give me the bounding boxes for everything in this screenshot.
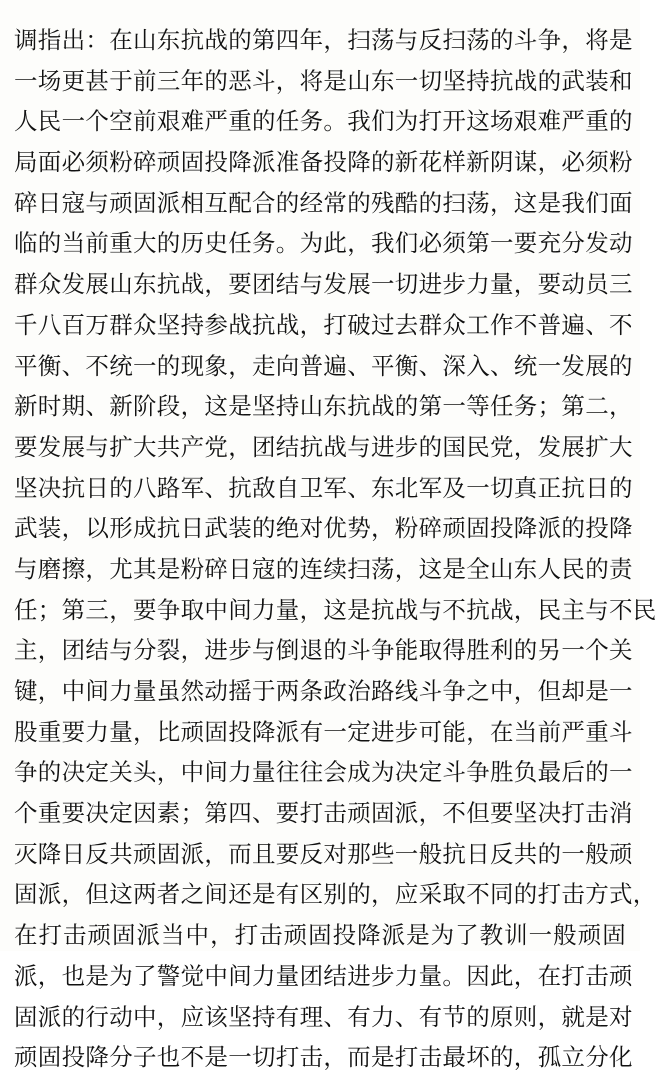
text-line: 要发展与扩大共产党，团结抗战与进步的国民党，发展扩大 xyxy=(14,432,633,461)
text-line: 千八百万群众坚持参战抗战，打破过去群众工作不普遍、不 xyxy=(14,310,633,339)
text-line: 碎日寇与顽固派相互配合的经常的残酷的扫荡，这是我们面 xyxy=(14,188,633,217)
text-line: 派，也是为了警觉中间力量团结进步力量。因此，在打击顽 xyxy=(14,961,633,990)
text-line: 与磨擦，尤其是粉碎日寇的连续扫荡，这是全山东人民的责 xyxy=(14,554,633,583)
text-line: 群众发展山东抗战，要团结与发展一切进步力量，要动员三 xyxy=(14,270,633,299)
text-line: 顽固投降分子也不是一切打击，而是打击最坏的，孤立分化 xyxy=(14,1043,633,1072)
text-line: 平衡、不统一的现象，走向普遍、平衡、深入、统一发展的 xyxy=(14,351,633,380)
text-line: 一场更甚于前三年的恶斗，将是山东一切坚持抗战的武装和 xyxy=(14,66,633,95)
text-line: 主，团结与分裂，进步与倒退的斗争能取得胜利的另一个关 xyxy=(14,636,633,665)
body-text xyxy=(14,20,657,1078)
text-line: 局面必须粉碎顽固投降派准备投降的新花样新阴谋，必须粉 xyxy=(14,148,633,177)
text-line: 股重要力量，比顽固投降派有一定进步可能，在当前严重斗 xyxy=(14,717,633,746)
text-line: 临的当前重大的历史任务。为此，我们必须第一要充分发动 xyxy=(14,229,633,258)
text-line: 新时期、新阶段，这是坚持山东抗战的第一等任务；第二， xyxy=(14,392,633,421)
text-line: 武装，以形成抗日武装的绝对优势，粉碎顽固投降派的投降 xyxy=(14,514,633,543)
text-line: 灭降日反共顽固派，而且要反对那些一般抗日反共的一般顽 xyxy=(14,839,633,868)
text-line: 人民一个空前艰难严重的任务。我们为打开这场艰难严重的 xyxy=(14,107,633,136)
text-line: 调指出：在山东抗战的第四年，扫荡与反扫荡的斗争，将是 xyxy=(14,26,633,54)
text-line: 固派的行动中，应该坚持有理、有力、有节的原则，就是对 xyxy=(14,1002,633,1031)
text-line: 坚决抗日的八路军、抗敌自卫军、东北军及一切真正抗日的 xyxy=(14,473,633,502)
text-line: 在打击顽固派当中，打击顽固投降派是为了教训一般顽固 xyxy=(14,921,626,950)
text-line: 争的决定关头，中间力量往往会成为决定斗争胜负最后的一 xyxy=(14,758,633,787)
text-line: 个重要决定因素；第四、要打击顽固派，不但要坚决打击消 xyxy=(14,799,633,828)
text-line: 任；第三，要争取中间力量，这是抗战与不抗战，民主与不民 xyxy=(14,595,657,624)
text-line: 键，中间力量虽然动摇于两条政治路线斗争之中，但却是一 xyxy=(14,677,633,705)
text-line: 固派，但这两者之间还是有区别的，应采取不同的打击方式， xyxy=(14,880,657,909)
